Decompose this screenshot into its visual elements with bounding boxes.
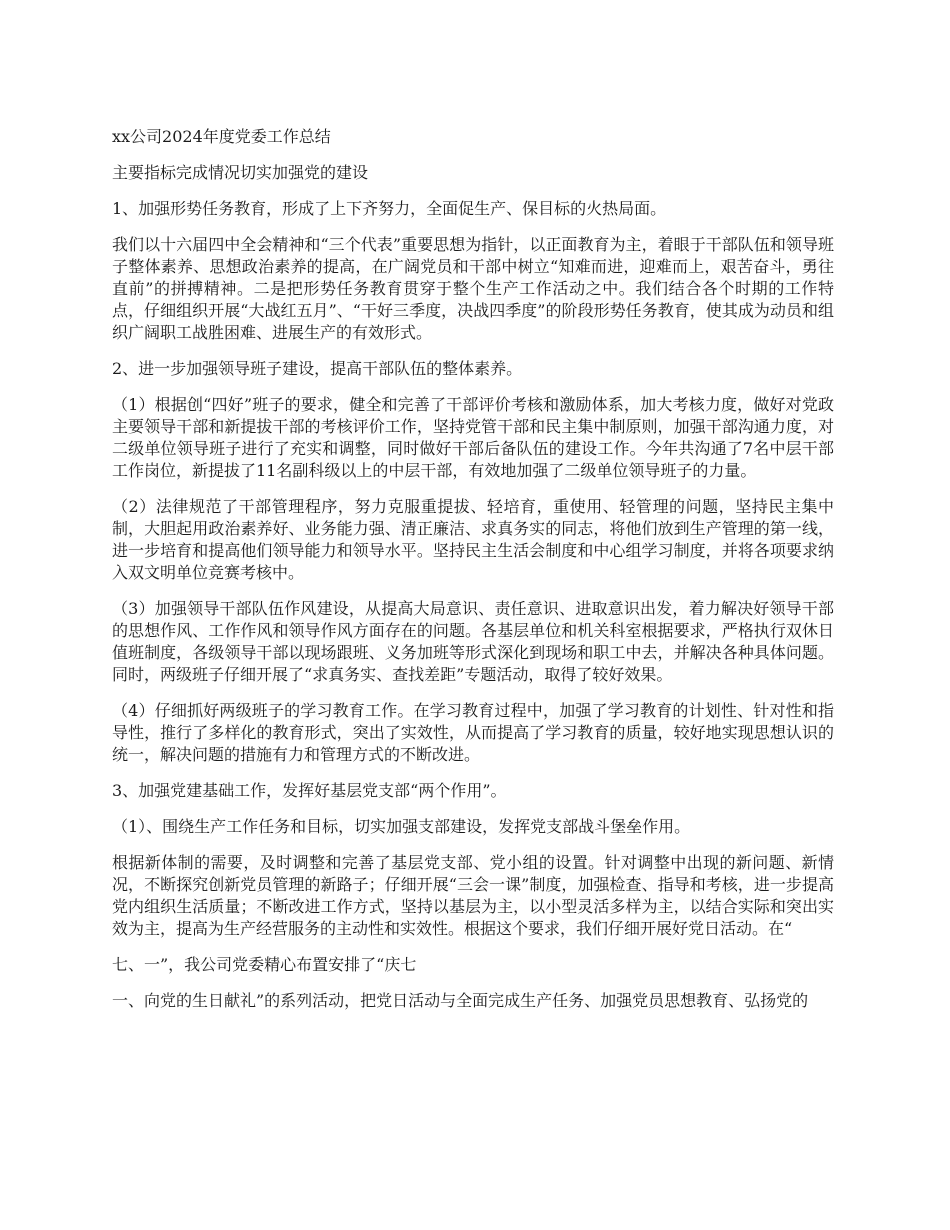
document-body xyxy=(112,126,834,1026)
body-paragraph: （2）法律规范了干部管理程序，努力克服重提拔、轻培育，重使用、轻管理的问题，坚持民主集中制，大胆起用政治素养好、业务能力强、清正廉洁、求真务实的同志，将他们放到生产管理的第一线，进一步培育和提高他们领导能力和领导水平。坚持民主生活会制度和中心组学习制度，并将各项要求纳入双文明单位竞赛考核中。 xyxy=(112,497,834,582)
subsection-heading: 2、进一步加强领导班子建设，提高干部队伍的整体素养。 xyxy=(112,359,523,378)
body-paragraph: 七、一”，我公司党委精心布置安排了“庆七 xyxy=(112,955,417,974)
body-paragraph: 根据新体制的需要，及时调整和完善了基层党支部、党小组的设置。针对调整中出现的新问题、新情况，不断探究创新党员管理的新路子；仔细开展“三会一课”制度，加强检查、指导和考核，进一步提高党内组织生活质量；不断改进工作方式，坚持以基层为主，以小型灵活多样为主，以结合实际和突出实效为主，提高为生产经营服务的主动性和实效性。根据这个要求，我们仔细开展好党日活动。在“ xyxy=(112,853,834,938)
section-heading: 主要指标完成情况切实加强党的建设 xyxy=(112,163,369,182)
body-paragraph: （3）加强领导干部队伍作风建设，从提高大局意识、责任意识、进取意识出发，着力解决好领导干部的思想作风、工作作风和领导作风方面存在的问题。各基层单位和机关科室根据要求，严格执行双休日值班制度，各级领导干部以现场跟班、义务加班等形式深化到现场和职工中去，并解决各种具体问题。同时，两级班子仔细开展了“求真务实、查找差距”专题活动，取得了较好效果。 xyxy=(112,599,834,684)
body-paragraph: （4）仔细抓好两级班子的学习教育工作。在学习教育过程中，加强了学习教育的计划性、针对性和指导性，推行了多样化的教育形式，突出了实效性，从而提高了学习教育的质量，较好地实现思想认识的统一，解决问题的措施有力和管理方式的不断改进。 xyxy=(112,701,834,764)
document-title: xx公司2024年度党委工作总结 xyxy=(112,127,331,146)
subsection-heading: 3、加强党建基础工作，发挥好基层党支部“两个作用”。 xyxy=(112,781,507,800)
body-paragraph: （1）根据创“四好”班子的要求，健全和完善了干部评价考核和激励体系，加大考核力度，做好对党政主要领导干部和新提拔干部的考核评价工作，坚持党管干部和民主集中制原则，加强干部沟通力度，对二级单位领导班子进行了充实和调整，同时做好干部后备队伍的建设工作。今年共沟通了7名中层干部工作岗位，新提拔了11名副科级以上的中层干部，有效地加强了二级单位领导班子的力量。 xyxy=(112,395,834,480)
body-paragraph: 一、向党的生日献礼”的系列活动，把党日活动与全面完成生产任务、加强党员思想教育、弘扬党的 xyxy=(112,991,809,1010)
body-paragraph: 我们以十六届四中全会精神和“三个代表”重要思想为指针，以正面教育为主，着眼于干部队伍和领导班子整体素养、思想政治素养的提高，在广阔党员和干部中树立“知难而进，迎难而上，艰苦奋斗，勇往直前”的拼搏精神。二是把形势任务教育贯穿于整个生产工作活动之中。我们结合各个时期的工作特点，仔细组织开展“大战红五月”、“干好三季度，决战四季度”的阶段形势任务教育，使其成为动员和组织广阔职工战胜困难、进展生产的有效形式。 xyxy=(112,235,834,342)
subsection-heading: 1、加强形势任务教育，形成了上下齐努力，全面促生产、保目标的火热局面。 xyxy=(112,199,667,218)
body-paragraph: （1）、围绕生产工作任务和目标，切实加强支部建设，发挥党支部战斗堡垒作用。 xyxy=(112,817,691,836)
